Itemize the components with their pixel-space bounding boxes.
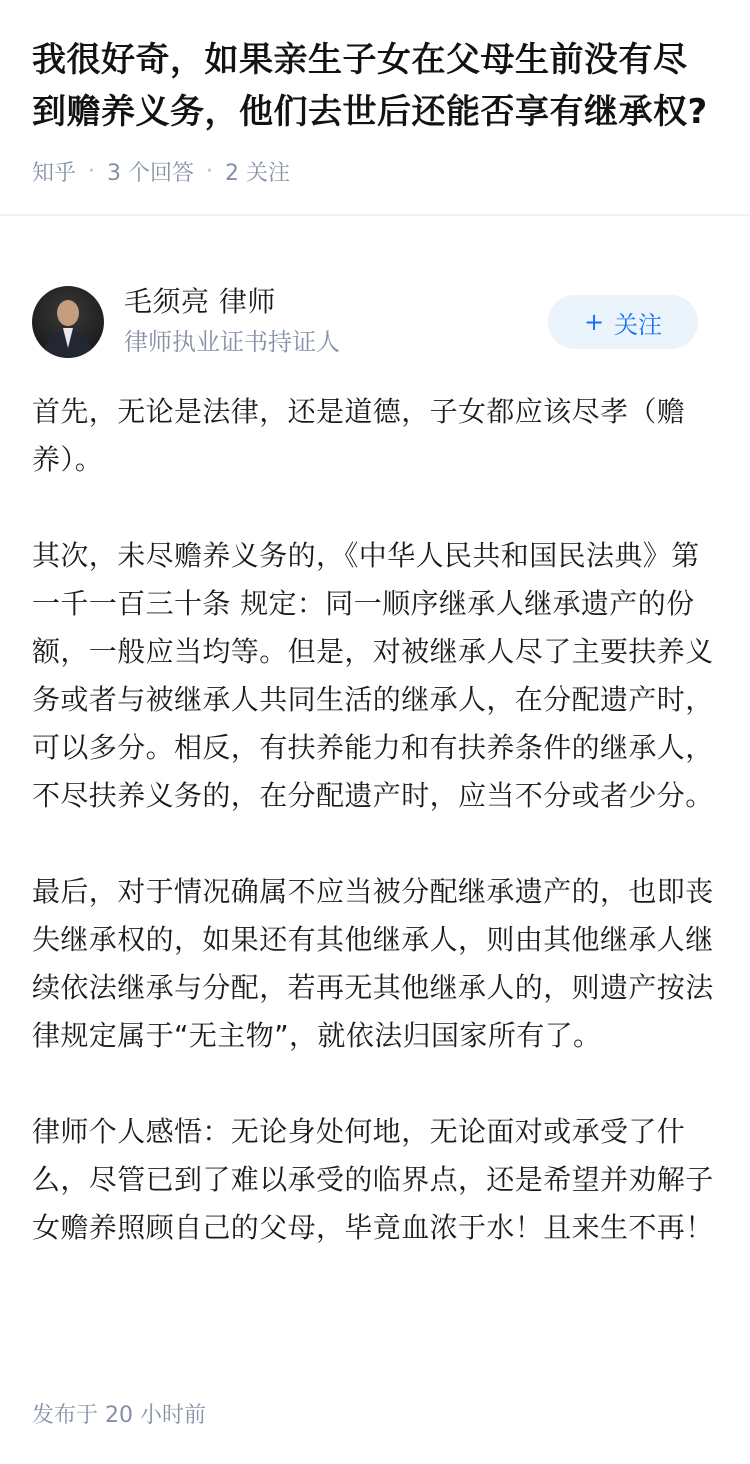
separator-dot: · [88,159,96,184]
source-label[interactable]: 知乎 [32,161,77,186]
follow-button[interactable] [548,295,698,349]
author-info [124,284,548,360]
author-row [32,286,698,358]
avatar[interactable] [32,286,104,358]
answer-paragraph: 律师个人感悟：无论身处何地，无论面对或承受了什么，尽管已到了难以承受的临界点，还是希望并劝解子女赡养照顾自己的父母，毕竟血浓于水！且来生不再！ [32,1115,714,1244]
question-meta [32,156,718,187]
separator-dot: · [206,159,214,184]
answer-paragraph: 首先，无论是法律，还是道德，子女都应该尽孝（赡养）。 [32,395,686,476]
author-name[interactable]: 毛须亮 律师 [124,285,276,318]
plus-icon: + [583,308,605,336]
answer-paragraph: 其次，未尽赡养义务的，《中华人民共和国民法典》第一千一百三十条 规定：同一顺序继承人继承遗产的份额，一般应当均等。但是，对被继承人尽了主要扶养义务或者与被继承人共同生活的继承人，在分配遗产时，可以多分。相反，有扶养能力和有扶养条件的继承人，不尽扶养义务的，在分配遗产时，应当不分或者少分。 [32,539,714,812]
question-header [0,0,750,216]
answer-count[interactable]: 3 个回答 [107,161,195,186]
answer-body [32,388,718,1300]
answer-paragraph: 最后，对于情况确属不应当被分配继承遗产的，也即丧失继承权的，如果还有其他继承人，则由其他继承人继续依法继承与分配，若再无其他继承人的，则遗产按法律规定属于“无主物”，就依法归国家所有了。 [32,875,714,1052]
follow-button-label: 关注 [614,310,663,339]
publish-time: 发布于 20 小时前 [32,1403,206,1428]
author-badge: 律师执业证书持证人 [124,328,340,356]
follow-count: 2 关注 [225,161,291,186]
question-title[interactable]: 我很好奇，如果亲生子女在父母生前没有尽到赡养义务，他们去世后还能否享有继承权? [32,40,708,132]
avatar-head [57,300,79,326]
